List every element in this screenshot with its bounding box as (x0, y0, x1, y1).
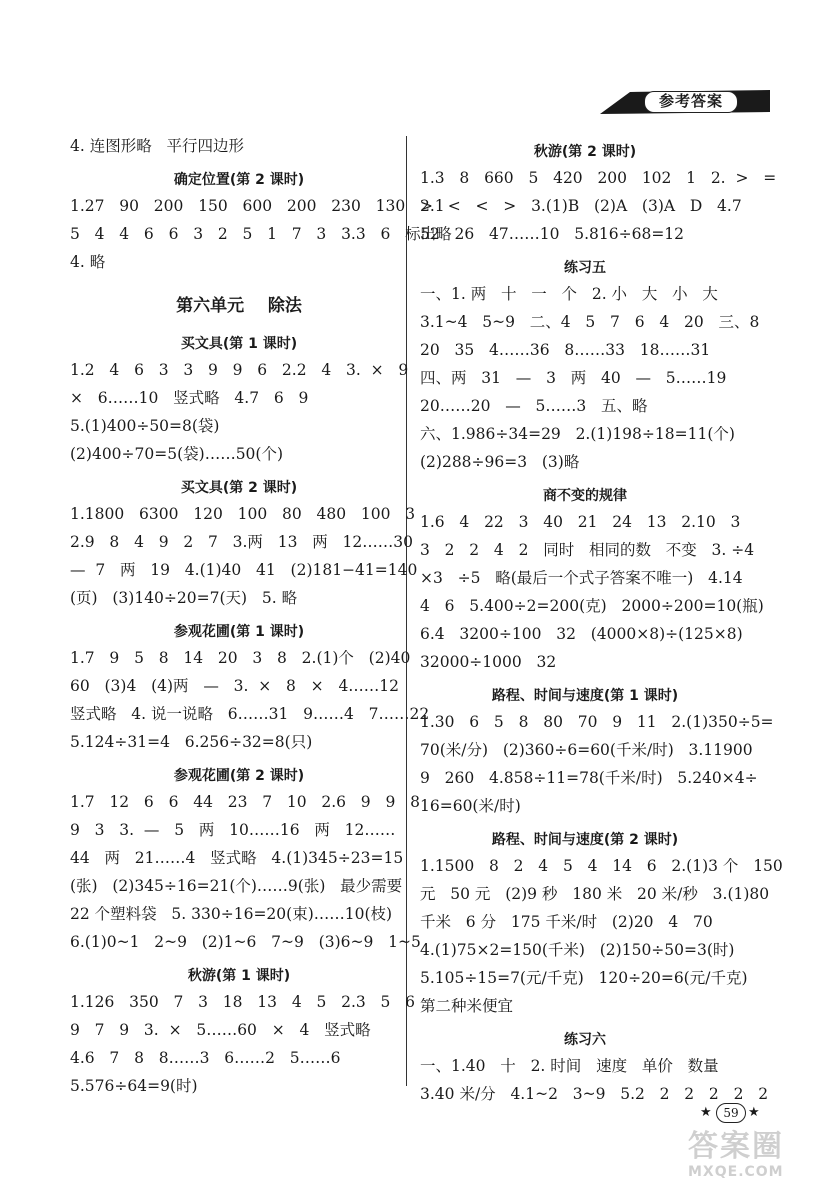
answer-line: 3 2 2 4 2 同时 相同的数 不变 3. ÷4 (420, 541, 755, 559)
answer-line: 1.1800 6300 120 100 80 480 100 3 (70, 505, 416, 523)
answer-line: 52 26 47……10 5.816÷68=12 (420, 225, 685, 243)
answer-line: 4.(1)75×2=150(千米) (2)150÷50=3(时) (420, 941, 735, 959)
section-heading: 参观花圃(第 2 课时) (173, 768, 305, 784)
section-heading: 练习五 (564, 260, 606, 276)
answer-line: 5.(1)400÷50=8(袋) (70, 417, 220, 435)
answer-line: 9 7 9 3. × 5……60 × 4 竖式略 (70, 1021, 371, 1039)
answer-line: 竖式略 4. 说一说略 6……31 9……4 7……22 (70, 705, 430, 723)
answer-line: 9 3 3. — 5 两 10……16 两 12…… (70, 821, 396, 839)
page-number (700, 1102, 760, 1124)
answer-line: 4. 连图形略 平行四边形 (70, 137, 244, 155)
header-banner (600, 88, 770, 114)
answer-line: 6.(1)0~1 2~9 (2)1~6 7~9 (3)6~9 1~5 (70, 933, 421, 951)
answer-line: (2)400÷70=5(袋)……50(个) (70, 445, 284, 463)
section-heading: 买文具(第 2 课时) (180, 480, 298, 496)
section-heading: 确定位置(第 2 课时) (173, 172, 305, 188)
answer-line: 2.9 8 4 9 2 7 3.两 13 两 12……30 (70, 533, 413, 551)
answer-line: — 7 两 19 4.(1)40 41 (2)181−41=140 (70, 561, 418, 579)
left-column (70, 132, 452, 1100)
answer-line: 1.6 4 22 3 40 21 24 13 2.10 3 (420, 513, 741, 531)
answer-line: 1.2 4 6 3 3 9 9 6 2.2 4 3. × 9 (70, 361, 409, 379)
watermark-logo (688, 1130, 798, 1190)
answer-line: × 6……10 竖式略 4.7 6 9 (70, 389, 309, 407)
answer-line: 4. 略 (70, 253, 106, 271)
answer-line: 5.105÷15=7(元/千克) 120÷20=6(元/千克) (420, 969, 748, 987)
answer-line: 1.3 8 660 5 420 200 102 1 2. > = (420, 169, 777, 187)
answer-line: 1.30 6 5 8 80 70 9 11 2.(1)350÷5= (420, 713, 774, 731)
answer-line: ×3 ÷5 略(最后一个式子答案不唯一) 4.14 (420, 569, 743, 587)
answer-line: 60 (3)4 (4)两 — 3. × 8 × 4……12 (70, 677, 400, 695)
answer-line: 20……20 — 5……3 五、略 (420, 397, 648, 415)
answer-line: 5 4 4 6 6 3 2 5 1 7 3 3.3 6 标出略 (70, 225, 452, 243)
answer-line: 第二种米便宜 (420, 997, 514, 1015)
answer-line: 3.40 米/分 4.1~2 3~9 5.2 2 2 2 2 2 (420, 1085, 769, 1103)
watermark-url: MXQE.COM (688, 1164, 784, 1180)
watermark-text: 答案圈 (688, 1129, 784, 1164)
answer-line: 16=60(米/时) (420, 797, 521, 815)
section-heading: 秋游(第 2 课时) (533, 144, 637, 160)
unit-title: 第六单元 除法 (176, 296, 302, 316)
answer-line: 四、两 31 — 3 两 40 — 5……19 (420, 369, 727, 387)
answer-line: 22 个塑料袋 5. 330÷16=20(束)……10(枝) (70, 905, 393, 923)
section-heading: 练习六 (564, 1032, 606, 1048)
answer-line: 5.576÷64=9(时) (70, 1077, 198, 1095)
answer-line: > < < > 3.(1)B (2)A (3)A D 4.7 (420, 197, 742, 215)
answer-line: (2)288÷96=3 (3)略 (420, 453, 580, 471)
star-right-icon: ★ (748, 1105, 760, 1120)
answer-line: 1.27 90 200 150 600 200 230 130 2.1 (70, 197, 445, 215)
answer-line: 9 260 4.858÷11=78(千米/时) 5.240×4÷ (420, 769, 758, 787)
answer-line: 六、1.986÷34=29 2.(1)198÷18=11(个) (420, 425, 735, 443)
section-heading: 路程、时间与速度(第 1 课时) (491, 688, 679, 704)
answer-line: 32000÷1000 32 (420, 653, 557, 671)
answer-line: 4 6 5.400÷2=200(克) 2000÷200=10(瓶) (420, 597, 764, 615)
header-title: 参考答案 (644, 91, 738, 113)
answer-line: (页) (3)140÷20=7(天) 5. 略 (70, 589, 298, 607)
answer-line: 70(米/分) (2)360÷6=60(千米/时) 3.11900 (420, 741, 753, 759)
answer-line: 5.124÷31=4 6.256÷32=8(只) (70, 733, 313, 751)
section-heading: 商不变的规律 (543, 488, 627, 504)
answer-line: 1.7 12 6 6 44 23 7 10 2.6 9 9 8 (70, 793, 420, 811)
answer-line: 4.6 7 8 8……3 6……2 5……6 (70, 1049, 341, 1067)
section-heading: 路程、时间与速度(第 2 课时) (491, 832, 679, 848)
section-heading: 参观花圃(第 1 课时) (173, 624, 305, 640)
answer-line: 一、1.40 十 2. 时间 速度 单价 数量 (420, 1057, 719, 1075)
answer-line: 3.1~4 5~9 二、4 5 7 6 4 20 三、8 (420, 313, 760, 331)
answer-line: 6.4 3200÷100 32 (4000×8)÷(125×8) (420, 625, 743, 643)
answer-line: 44 两 21……4 竖式略 4.(1)345÷23=15 (70, 849, 404, 867)
section-heading: 买文具(第 1 课时) (180, 336, 298, 352)
answer-line: 20 35 4……36 8……33 18……31 (420, 341, 711, 359)
answer-line: 元 50 元 (2)9 秒 180 米 20 米/秒 3.(1)80 (420, 885, 770, 903)
answer-line: (张) (2)345÷16=21(个)……9(张) 最少需要 (70, 877, 403, 895)
right-column (420, 132, 783, 1108)
answer-line: 1.126 350 7 3 18 13 4 5 2.3 5 6 (70, 993, 416, 1011)
answer-line: 一、1. 两 十 一 个 2. 小 大 小 大 (420, 285, 718, 303)
page-number-label: 59 (716, 1103, 746, 1123)
section-heading: 秋游(第 1 课时) (187, 968, 291, 984)
answer-line: 1.7 9 5 8 14 20 3 8 2.(1)个 (2)40 (70, 649, 411, 667)
answer-line: 1.1500 8 2 4 5 4 14 6 2.(1)3 个 150 (420, 857, 783, 875)
answer-line: 千米 6 分 175 千米/时 (2)20 4 70 (420, 913, 713, 931)
star-left-icon: ★ (700, 1105, 712, 1120)
